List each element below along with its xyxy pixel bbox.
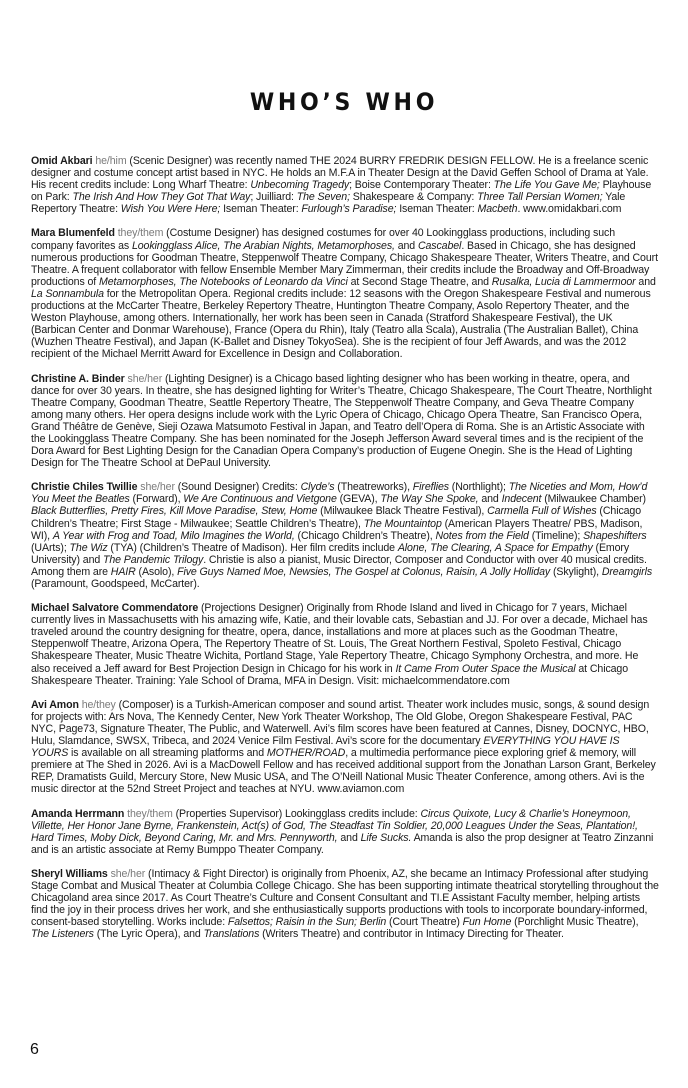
bio-text: . www.omidakbari.com <box>517 203 622 216</box>
bio-title-italic: The Pandemic Trilogy <box>103 553 204 566</box>
bio-title-italic: Wish You Were Here; <box>120 203 221 216</box>
bio-text: (Court Theatre) <box>386 916 463 929</box>
bio-text: (Emory University) and <box>31 541 630 566</box>
bio-pronouns: they/them <box>117 227 164 240</box>
bio-title-italic: It Came From Outer Space the Musical <box>395 662 576 675</box>
bio-text: and <box>394 239 418 252</box>
bio-name: Avi Amon <box>31 698 79 711</box>
bio-text: Playhouse on Park: <box>31 179 652 204</box>
bio-title-italic: The Irish And How They Got That Way <box>72 191 251 204</box>
bio-title-italic: Clyde’s <box>300 481 335 494</box>
bio-title-italic: Shapeshifters <box>583 529 647 542</box>
bio-text: (TYA) (Children’s Theatre of Madison). Her film credits include <box>107 541 398 554</box>
bio-entry <box>31 373 659 470</box>
bio-pronouns: he/him <box>95 155 127 167</box>
bio-text: (Paramount, Goodspeed, McCarter). <box>31 578 200 590</box>
bio-entry <box>31 602 659 687</box>
bio-pronouns: she/her <box>127 372 163 385</box>
bio-text: (Theatreworks), <box>334 481 413 494</box>
bio-text: (Milwaukee Chamber) <box>541 493 646 506</box>
bio-text: (Costume Designer) has designed costumes for over 40 Lookingglass productions, including such company favorites as <box>31 227 616 252</box>
bio-text: Amanda is also the prop designer at Teatro Zinzanni and is an artistic associate at Remy Bumppo Theater Company. <box>31 831 654 856</box>
bio-title-italic: Translations <box>203 928 260 941</box>
bio-text: . Christie is also a pianist, Music Director, Composer and Conductor with over 40 musical credits. Among them are <box>31 553 647 578</box>
bio-title-italic: The Life You Gave Me; <box>493 179 600 192</box>
bio-text: (Writers Theatre) and contributor in Intimacy Directing for Theater. <box>259 928 564 941</box>
bio-text: and <box>337 831 361 844</box>
bio-text: (Composer) is a Turkish-American composer and sound artist. Theater work includes music, songs, & sound design for projects with: Ars Nova, The Kennedy Center, New York Theater Workshop, The Old Globe, Oregon Shakespeare Festival, PAC NYC, Page73, Signature Theater, The Public, and Waterwell. Avi’s film scores have been featured at Cannes, Disney, DOCNYC, HBO, Hulu, Slamdance, SWSX, Tribeca, and 2024 Venice Film Festival. Avi’s score for the documentary <box>31 698 650 748</box>
bio-text: (GEVA), <box>336 493 381 506</box>
bio-title-italic: Circus Quixote, Lucy & Charlie’s Honeymoon, Villette, Her Honor Jane Byrne, Frankenstein, Act(s) of God, The Steadfast Tin Soldier, 20,000 Leagues Under the Seas, Plantation!, Hard Times, Moby Dick, Beyond Caring, Mr. and Mrs. Pennyworth, <box>31 807 638 844</box>
page-number: 6 <box>30 1041 39 1058</box>
bio-title-italic: MOTHER/ROAD <box>266 747 346 760</box>
bios-column <box>31 155 659 952</box>
bio-title-italic: The Wiz <box>69 541 108 554</box>
bio-text: (Projections Designer) Originally from Rhode Island and lived in Chicago for 7 years, Michael currently lives in Massachusetts with his amazing wife, Katie, and their lovable cats, Sebastian and JJ. For over a decade, Michael has traveled around the country designing for theatre, opera, dance, installations and more at places such as the Goodman Theatre, Steppenwolf Theatre, Arizona Opera, The Repertory Theatre of St. Louis, The Great Northern Festival, Spoleto Festival, Chicago Shakespeare Theater, Music Theatre Wichita, Portland Stage, Yale Repertory Theatre, Chicago Symphony Orchestra, and more. He also received a Jeff award for Best Projection Design in Chicago for his work in <box>31 602 648 675</box>
bio-name: Christie Chiles Twillie <box>31 481 138 494</box>
bio-title-italic: A Year with Frog and Toad, Milo Imagines the World, <box>52 529 295 542</box>
bio-text: (Timeline); <box>528 529 584 542</box>
bio-title-italic: Macbeth <box>477 203 518 216</box>
bio-title-italic: HAIR <box>110 565 136 578</box>
bio-name: Michael Salvatore Commendatore <box>31 602 199 615</box>
bio-entry <box>31 481 659 590</box>
bio-entry <box>31 868 659 941</box>
bio-name: Omid Akbari <box>31 155 93 167</box>
bio-entry <box>31 227 659 360</box>
bio-text: and <box>635 275 656 288</box>
bio-entry <box>31 155 659 215</box>
bio-title-italic: Rusalka, Lucia di Lammermoor <box>491 275 636 288</box>
bio-text: (Northlight); <box>448 481 509 494</box>
bio-title-italic: Three Tall Persian Women; <box>477 191 603 204</box>
bio-title-italic: Furlough’s Paradise; <box>301 203 397 216</box>
bio-text: and <box>478 493 502 506</box>
bio-title-italic: La Sonnambula <box>31 287 104 300</box>
bio-title-italic: The Seven; <box>296 191 350 204</box>
bio-entry <box>31 808 659 856</box>
bio-text: (The Lyric Opera), and <box>93 928 204 941</box>
bio-title-italic: The Listeners <box>31 928 94 941</box>
bio-pronouns: they/them <box>127 807 173 820</box>
bio-text: (Chicago Children’s Theatre; First Stage - Milwaukee; Seattle Children’s Theatre), <box>31 505 642 530</box>
bio-pronouns: she/her <box>140 481 175 494</box>
bio-text: (Sound Designer) Credits: <box>174 481 301 494</box>
bio-title-italic: Unbecoming Tragedy <box>250 179 350 192</box>
bio-text: (Lighting Designer) is a Chicago based lighting designer who has been working in theatre, opera, and dance for over 30 years. In theatre, she has designed lighting for Writer’s Theatre, Chicago Shakespeare, The Court Theatre, Northlight Theatre Company, Goodman Theatre, Seattle Repertory Theatre, The Steppenwolf Theatre Company, and Geva Theatre Company among many others. Her opera designs include work with the Lyric Opera of Chicago, Chicago Opera Theatre, San Francisco Opera, Grand Théâtre de Genève, Sieji Ozawa Matsumoto Festival in Japan, and Teatro dell’Opera di Roma. She is an Artistic Associate with the Lookingglass Theatre Company. She has been nominated for the Joseph Jefferson Award several times and is the recipient of the Dora Award for Best Lighting Design for the Canadian Opera Company’s production of Eugene Onegin. She is the Head of Lighting Design for The Theatre School at DePaul University. <box>31 372 652 470</box>
bio-title-italic: The Way She Spoke, <box>380 493 479 506</box>
bio-text: , a multimedia performance piece exploring grief & memory, will premiere at The Shed in 2026. Avi is a MacDowell Fellow and has received additional support from the Jonathan Larson Grant, Berkeley REP, Dramatists Guild, Mercury Store, New Music USA, and The O’Neill National Music Theater Conference, among others. Avi is the music director at the 52nd Street Project and teaches at NYU. www.aviamon.com <box>31 747 656 796</box>
bio-text: (Forward), <box>129 493 184 506</box>
bio-title-italic: Falsettos; Raisin in the Sun; Berlin <box>227 916 387 929</box>
bio-title-italic: The Mountaintop <box>363 517 442 530</box>
bio-title-italic: Life Sucks. <box>360 831 412 844</box>
bio-text: Yale Repertory Theatre: <box>31 191 626 216</box>
bio-name: Mara Blumenfeld <box>31 227 115 240</box>
bio-pronouns: he/they <box>81 698 116 711</box>
bio-title-italic: Carmella Full of Wishes <box>487 505 597 518</box>
bio-text: ; Juilliard: <box>250 191 297 204</box>
bio-text: Iseman Theater: <box>220 203 302 216</box>
bio-text: . Based in Chicago, she has designed numerous productions for Goodman Theatre, Steppenwolf Theatre Company, Chicago Shakespeare Theater, Writers Theatre, and Court Theatre. A frequent collaborator with fellow Ensemble Member Mary Zimmerman, their credits include the Broadway and Off-Broadway productions of <box>31 239 658 288</box>
bio-text: (Skylight), <box>550 565 602 578</box>
bio-title-italic: Lookingglass Alice, The Arabian Nights, Metamorphoses, <box>131 239 395 252</box>
bio-title-italic: We Are Continuous and Vietgone <box>183 493 337 506</box>
bio-text: (American Players Theatre/ PBS, Madison, WI), <box>31 517 643 542</box>
bio-title-italic: Indecent <box>501 493 542 506</box>
bio-text: (Chicago Children’s Theatre), <box>294 529 436 542</box>
bio-title-italic: Fireflies <box>412 481 449 494</box>
bio-name: Sheryl Williams <box>31 867 108 880</box>
bio-text: Iseman Theater: <box>396 203 478 216</box>
bio-text: (Properties Supervisor) Lookingglass credits include: <box>172 807 421 820</box>
page-title: WHO’S WHO <box>249 88 439 116</box>
bio-text: at Second Stage Theatre, and <box>347 275 492 288</box>
bio-title-italic: Metamorphoses, The Notebooks of Leonardo da Vinci <box>99 275 348 288</box>
bio-text: (Asolo), <box>135 565 178 578</box>
bio-name: Amanda Herrmann <box>31 807 125 820</box>
bio-text: (Scenic Designer) was recently named THE 2024 BURRY FREDRIK DESIGN FELLOW. He is a freelance scenic designer and costume concept artist based in NYC. He holds an M.F.A in Theater Design at the David Geffen School of Drama at Yale. His recent credits include: Long Wharf Theatre: <box>31 155 649 192</box>
bio-text: (Milwaukee Black Theatre Festival), <box>317 505 488 518</box>
bio-title-italic: EVERYTHING YOU HAVE IS YOURS <box>31 735 620 760</box>
bio-title-italic: Five Guys Named Moe, Newsies, The Gospel at Colonus, Raisin, A Jolly Holliday <box>177 565 551 578</box>
bio-text: (Porchlight Music Theatre), <box>511 916 639 929</box>
bio-text: ; Boise Contemporary Theater: <box>349 179 494 192</box>
bio-title-italic: The Niceties and Mom, How’d You Meet the Beatles <box>31 481 648 506</box>
bio-text: is available on all streaming platforms and <box>68 747 267 760</box>
bio-text: for the Metropolitan Opera. Regional credits include: 12 seasons with the Oregon Shakespeare Festival and numerous productions at the McCarter Theatre, Berkeley Repertory Theatre, Huntington Theatre Company, Asolo Repertory Theater, and the Weston Playhouse, among others. Internationally, her work has been seen in Canada (Stratford Shakespeare Festival), the UK (Barbican Center and Donmar Warehouse), France (Opera du Rhin), Italy (Teatro alla Scala), Australia (The Australian Ballet), China (Wuzhen Theatre Festival), and Japan (K-Ballet and Disney TokyoSea). She is the recipient of four Jeff Awards, and was the 2012 recipient of the Michael Merritt Award for Excellence in Design and Collaboration. <box>31 287 651 361</box>
bio-title-italic: Fun Home <box>462 916 512 929</box>
bio-title-italic: Dreamgirls <box>601 565 653 578</box>
bio-text: at Chicago Shakespeare Theater. Training: Yale School of Drama, MFA in Design. Visit: michaelcommendatore.com <box>31 662 629 687</box>
bio-text: Shakespeare & Company: <box>349 191 478 204</box>
bio-pronouns: she/her <box>110 867 146 880</box>
bio-name: Christine A. Binder <box>31 372 125 385</box>
bio-text: (Intimacy & Fight Director) is originally from Phoenix, AZ, she became an Intimacy Professional after studying Stage Combat and Musical Theater at Columbia College Chicago. She has been supporting intimate theatrical storytelling throughout the Chicagoland area since 2017. As Court Theatre’s Culture and Consent Consultant and TI.E Assistant Faculty member, helping artists find the joy in their process drives her work, and she enthusiastically supports productions with tools to incorporate boundary-informed, consent-based storytelling. Works include: <box>31 867 659 929</box>
bio-title-italic: Cascabel <box>417 239 462 252</box>
bio-entry <box>31 699 659 796</box>
bio-title-italic: Alone, The Clearing, A Space for Empathy <box>397 541 593 554</box>
bio-title-italic: Black Butterflies, Pretty Fires, Kill Move Paradise, Stew, Home <box>31 505 318 518</box>
bio-title-italic: Notes from the Field <box>435 529 529 542</box>
bio-text: (UArts); <box>31 541 70 554</box>
